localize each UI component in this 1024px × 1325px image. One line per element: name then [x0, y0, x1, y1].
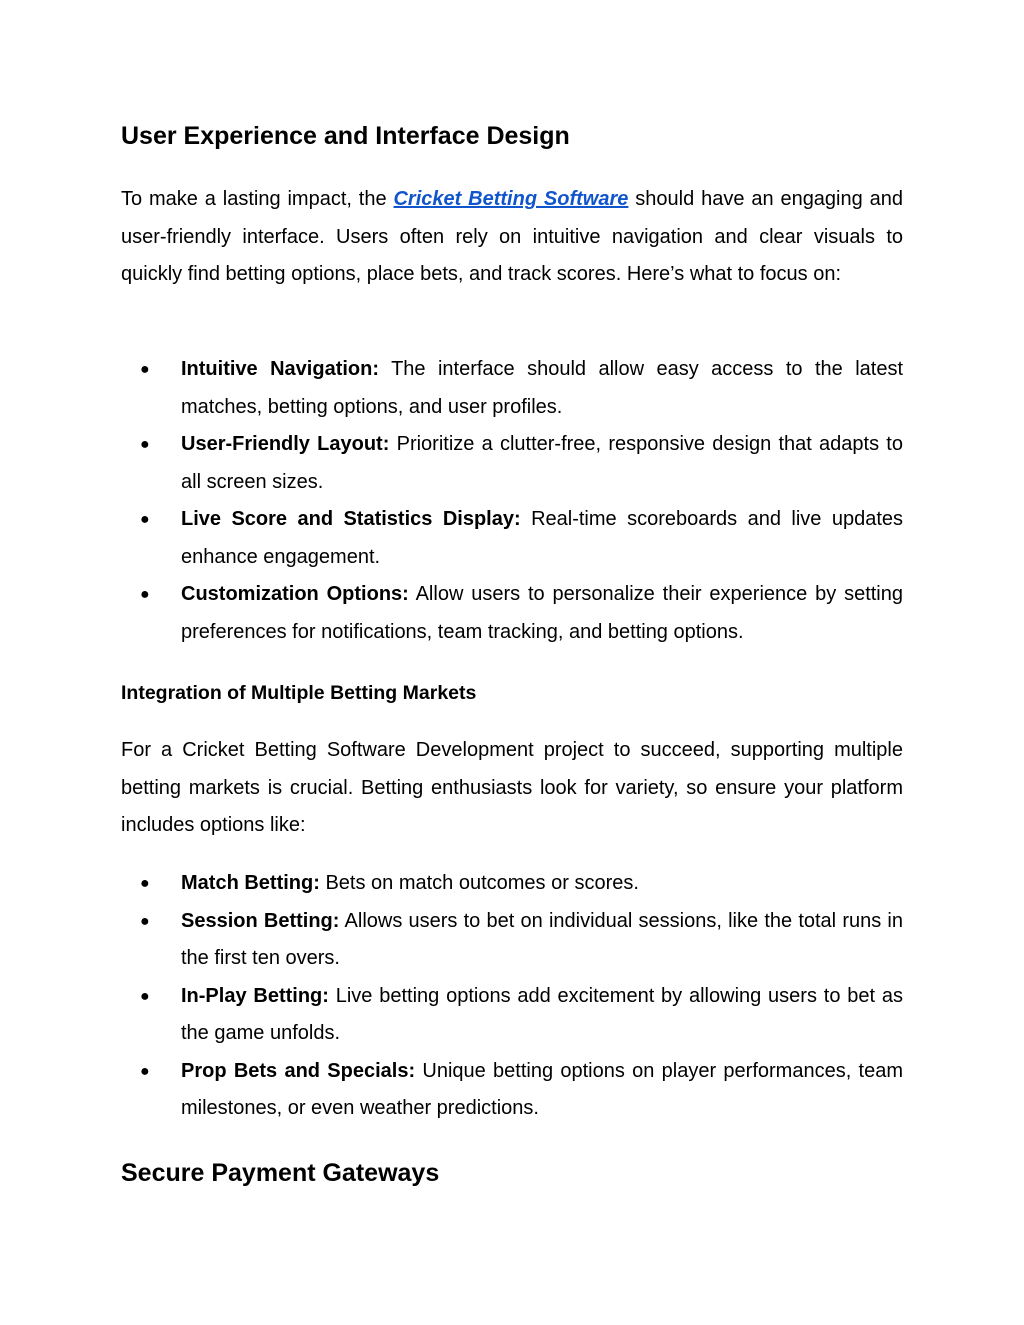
bullet-icon: ● [140, 912, 150, 930]
paragraph-markets-intro: For a Cricket Betting Software Development project to succeed, supporting multiple betting markets is crucial. Betting enthusiasts look for variety, so ensure your platform includes options like: [121, 739, 903, 836]
list-item-text: Real-time scoreboards and live updates enhance engagement. [181, 508, 904, 568]
section-heading-ux: User Experience and Interface Design [121, 122, 570, 150]
list-item [121, 501, 903, 576]
list-item-text: Allows users to bet on individual sessions, like the total runs in the first ten overs. [181, 909, 903, 969]
list-item-text: Unique betting options on player performances, team milestones, or even weather predictions. [181, 1059, 903, 1119]
section-heading-markets: Integration of Multiple Betting Markets [121, 682, 477, 704]
cricket-betting-software-link[interactable]: Cricket Betting Software [393, 188, 629, 210]
bullet-icon: ● [140, 875, 150, 892]
list-item-term: Match Betting: [181, 872, 320, 894]
paragraph-ux-intro [121, 181, 903, 294]
list-item-text: Allow users to personalize their experience by setting preferences for notifications, team tracking, and betting options. [181, 583, 904, 643]
list-item [121, 903, 903, 978]
list-item [121, 978, 903, 1053]
list-item-text: Prioritize a clutter-free, responsive design that adapts to all screen sizes. [181, 433, 903, 493]
list-item-text: Live betting options add excitement by allowing users to bet as the game unfolds. [181, 984, 903, 1044]
bullet-icon: ● [140, 361, 150, 378]
ux-bullet-list [121, 351, 903, 651]
list-item-term: In-Play Betting: [181, 984, 329, 1007]
list-item [121, 351, 903, 426]
list-item [121, 576, 903, 651]
bullet-icon: ● [140, 511, 150, 528]
list-item-term: Live Score and Statistics Display: [181, 508, 521, 530]
bullet-icon: ● [140, 1062, 150, 1080]
list-item-term: Session Betting: [181, 909, 340, 932]
list-item-term: Customization Options: [181, 583, 409, 605]
intro-text-end: should have an engaging and user-friendly interface. Users often rely on intuitive navigation and clear visuals to quickly find betting options, place bets, and track scores. Here’s what to focus on: [121, 188, 903, 285]
list-item-term: Intuitive Navigation: [181, 358, 379, 380]
bullet-icon: ● [140, 436, 150, 453]
list-item [121, 865, 903, 903]
list-item [121, 426, 903, 501]
section-heading-payments: Secure Payment Gateways [121, 1159, 440, 1187]
list-item-term: User-Friendly Layout: [181, 433, 390, 455]
markets-bullet-list [121, 865, 903, 1128]
bullet-icon: ● [140, 987, 150, 1005]
intro-text-start: To make a lasting impact, the [121, 188, 394, 210]
list-item-text: The interface should allow easy access to the latest matches, betting options, and user profiles. [181, 358, 903, 418]
list-item-text: Bets on match outcomes or scores. [319, 872, 639, 894]
list-item [121, 1053, 903, 1128]
list-item-term: Prop Bets and Specials: [181, 1059, 416, 1082]
bullet-icon: ● [140, 586, 150, 603]
